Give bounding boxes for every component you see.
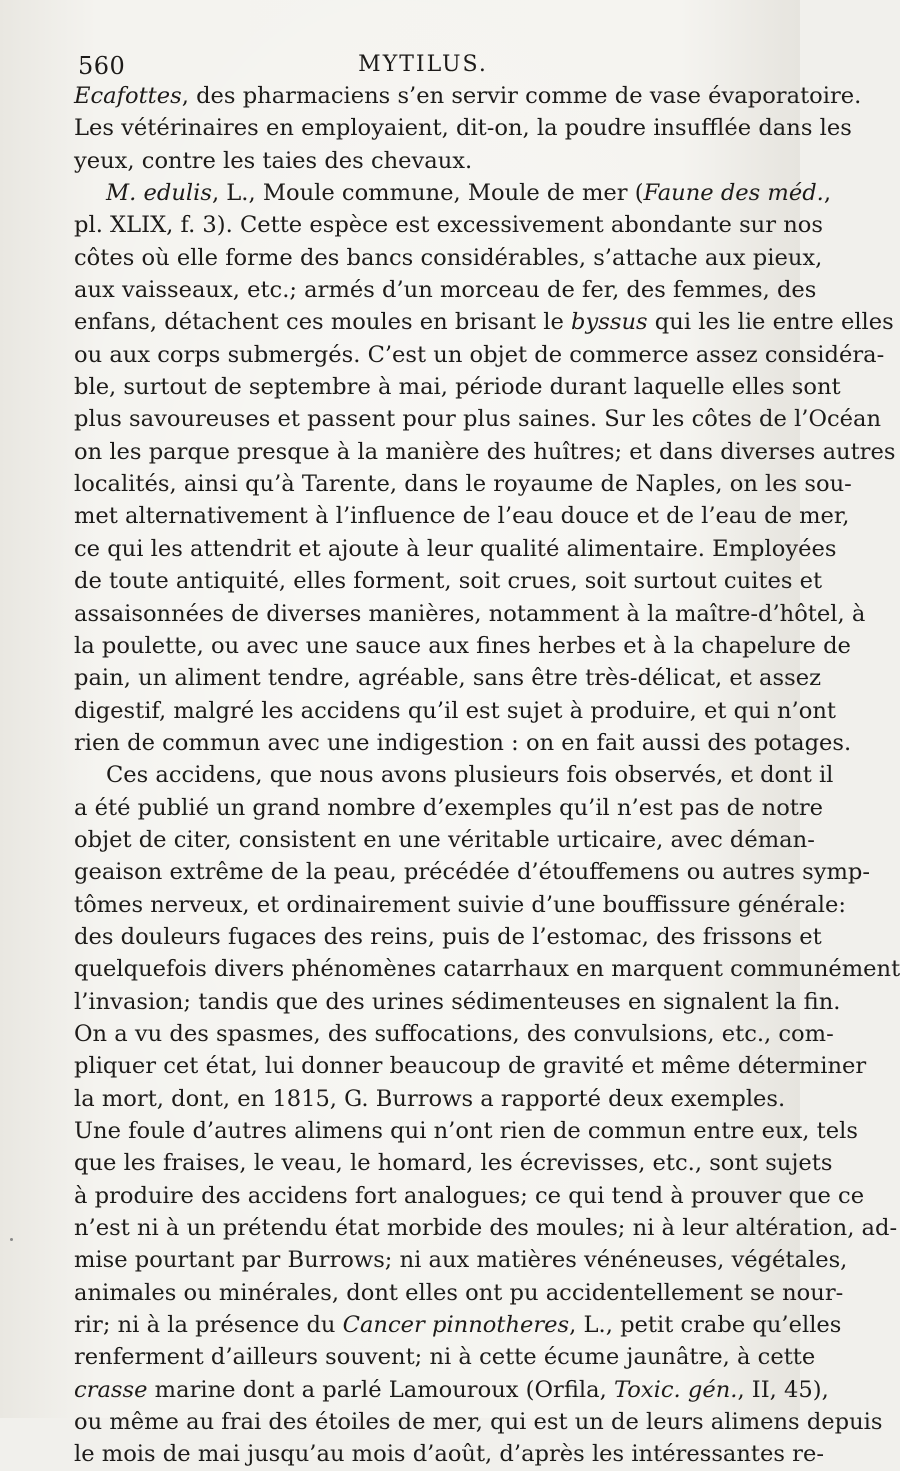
text-line xyxy=(74,1438,824,1470)
italic-text: Cancer pinnotheres xyxy=(342,1312,570,1339)
paragraph xyxy=(74,80,862,177)
running-head: MYTILUS. xyxy=(358,52,488,77)
text-line xyxy=(74,856,871,888)
text-line xyxy=(74,889,846,921)
text-line xyxy=(74,662,821,694)
text-line xyxy=(74,1147,833,1179)
italic-text: Toxic. gén. xyxy=(613,1376,738,1403)
text-run: pliquer cet état, lui donner beaucoup de gravité et même déterminer xyxy=(74,1053,867,1080)
text-line xyxy=(74,1309,842,1341)
text-run: on les parque presque à la manière des huîtres; et dans diverses autres xyxy=(74,438,896,465)
text-run: objet de citer, consistent en une véritable urticaire, avec déman- xyxy=(74,826,815,853)
text-line xyxy=(74,242,823,274)
text-run: met alternativement à l’influence de l’eau douce et de l’eau de mer, xyxy=(74,503,850,530)
text-line xyxy=(74,145,780,177)
text-line xyxy=(74,986,841,1018)
text-run: , L., petit crabe qu’elles xyxy=(569,1312,842,1339)
text-run: , L., Moule commune, Moule de mer ( xyxy=(211,180,644,207)
text-run: des douleurs fugaces des reins, puis de l’estomac, des frissons et xyxy=(74,923,822,950)
text-run: On a vu des spasmes, des suffocations, des convulsions, etc., com- xyxy=(74,1020,834,1047)
text-run: digestif, malgré les accidens qu’il est sujet à produire, et qui n’ont xyxy=(74,697,836,724)
text-run: l’invasion; tandis que des urines sédimenteuses en signalent la fin. xyxy=(74,988,841,1015)
text-run: yeux, contre les taies des chevaux. xyxy=(74,147,473,174)
text-run: , des pharmaciens s’en servir comme de vase évaporatoire. xyxy=(181,83,862,109)
text-run: Ces accidens, que nous avons plusieurs fois observés, et dont il xyxy=(106,762,834,789)
text-line xyxy=(74,727,852,759)
text-run: pain, un aliment tendre, agréable, sans être très-délicat, et assez xyxy=(74,665,821,692)
text-run: pl. XLIX, f. 3). Cette espèce est excessivement abondante sur nos xyxy=(74,212,823,239)
text-run: rir; ni à la présence du xyxy=(74,1312,343,1339)
text-run: ou même au frai des étoiles de mer, qui est un de leurs alimens depuis xyxy=(74,1409,883,1436)
text-line xyxy=(74,339,885,371)
text-run: geaison extrême de la peau, précédée d’étouffemens ou autres symp- xyxy=(74,859,871,886)
italic-text: crasse xyxy=(74,1376,148,1403)
text-line xyxy=(74,630,851,662)
text-run: a été publié un grand nombre d’exemples qu’il n’est pas de notre xyxy=(74,794,824,821)
text-line xyxy=(74,1244,848,1276)
text-line xyxy=(74,80,862,112)
text-run: le mois de mai jusqu’au mois d’août, d’après les intéressantes re- xyxy=(74,1441,824,1468)
text-run: qui les lie entre elles xyxy=(647,309,894,336)
text-run: tômes nerveux, et ordinairement suivie d’une bouffissure générale: xyxy=(74,891,846,918)
text-run: localités, ainsi qu’à Tarente, dans le royaume de Naples, on les sou- xyxy=(74,471,852,498)
italic-text: Faune des méd. xyxy=(643,180,824,207)
text-line xyxy=(74,921,822,953)
text-line xyxy=(74,824,815,856)
text-run: côtes où elle forme des bancs considérables, s’attache aux pieux, xyxy=(74,244,823,271)
text-line xyxy=(74,1180,865,1212)
text-line xyxy=(74,1018,834,1050)
text-line xyxy=(74,371,841,403)
text-line xyxy=(74,306,894,338)
text-run: mise pourtant par Burrows; ni aux matières vénéneuses, végétales, xyxy=(74,1247,848,1274)
text-line xyxy=(74,759,834,791)
text-line xyxy=(74,792,824,824)
text-run: assaisonnées de diverses manières, notamment à la maître-d’hôtel, à xyxy=(74,600,866,627)
text-line xyxy=(74,209,823,241)
text-line xyxy=(74,274,817,306)
text-line xyxy=(74,533,837,565)
text-line xyxy=(74,1341,816,1373)
text-line xyxy=(74,500,850,532)
text-run: ble, surtout de septembre à mai, période durant laquelle elles sont xyxy=(74,374,841,401)
text-run: ou aux corps submergés. C’est un objet de commerce assez considéra- xyxy=(74,341,885,368)
text-run: ce qui les attendrit et ajoute à leur qualité alimentaire. Employées xyxy=(74,535,837,562)
italic-text: M. edulis xyxy=(106,180,212,207)
text-run: animales ou minérales, dont elles ont pu accidentellement se nour- xyxy=(74,1279,844,1306)
text-run: que les fraises, le veau, le homard, les écrevisses, etc., sont sujets xyxy=(74,1150,833,1177)
text-run: , II, 45), xyxy=(737,1376,829,1403)
text-run: renferment d’ailleurs souvent; ni à cette écume jaunâtre, à cette xyxy=(74,1344,816,1371)
text-run: Une foule d’autres alimens qui n’ont rien de commun entre eux, tels xyxy=(74,1118,858,1144)
text-run: à produire des accidens fort analogues; ce qui tend à prouver que ce xyxy=(74,1182,865,1209)
text-run: aux vaisseaux, etc.; armés d’un morceau de fer, des femmes, des xyxy=(74,277,817,304)
italic-text: Ecafottes xyxy=(74,83,182,109)
text-run: de toute antiquité, elles forment, soit crues, soit surtout cuites et xyxy=(74,568,823,595)
text-line xyxy=(74,468,852,500)
text-line xyxy=(74,1374,829,1406)
text-run: la poulette, ou avec une sauce aux fines herbes et à la chapelure de xyxy=(74,632,851,659)
margin-speck xyxy=(10,1238,13,1241)
italic-text: byssus xyxy=(571,309,648,336)
text-line xyxy=(74,1050,867,1082)
text-line xyxy=(74,1277,844,1309)
body-text xyxy=(74,80,900,1471)
text-run: la mort, dont, en 1815, G. Burrows a rapporté deux exemples. xyxy=(74,1085,786,1112)
text-line xyxy=(74,1212,898,1244)
text-run: marine dont a parlé Lamouroux (Orfila, xyxy=(147,1376,614,1403)
text-line xyxy=(74,177,832,209)
text-run: n’est ni à un prétendu état morbide des moules; ni à leur altération, ad- xyxy=(74,1215,898,1242)
text-run: quelquefois divers phénomènes catarrhaux en marquent communément xyxy=(74,956,900,983)
text-line xyxy=(74,953,900,985)
text-line xyxy=(74,112,852,144)
text-line xyxy=(74,1083,786,1115)
text-line xyxy=(74,1115,858,1147)
text-run: Les vétérinaires en employaient, dit-on, la poudre insufflée dans les xyxy=(74,115,852,142)
page-number: 560 xyxy=(78,52,126,80)
text-run: enfans, détachent ces moules en brisant le xyxy=(74,309,572,336)
text-line xyxy=(74,1406,883,1438)
text-line xyxy=(74,598,866,630)
paragraph xyxy=(74,177,896,759)
text-line xyxy=(74,565,823,597)
text-line xyxy=(74,403,882,435)
text-run: rien de commun avec une indigestion : on en fait aussi des potages. xyxy=(74,729,852,756)
paragraph xyxy=(74,759,900,1471)
text-line xyxy=(74,436,896,468)
text-run: , xyxy=(823,180,832,207)
text-run: plus savoureuses et passent pour plus saines. Sur les côtes de l’Océan xyxy=(74,406,882,433)
text-line xyxy=(74,695,836,727)
